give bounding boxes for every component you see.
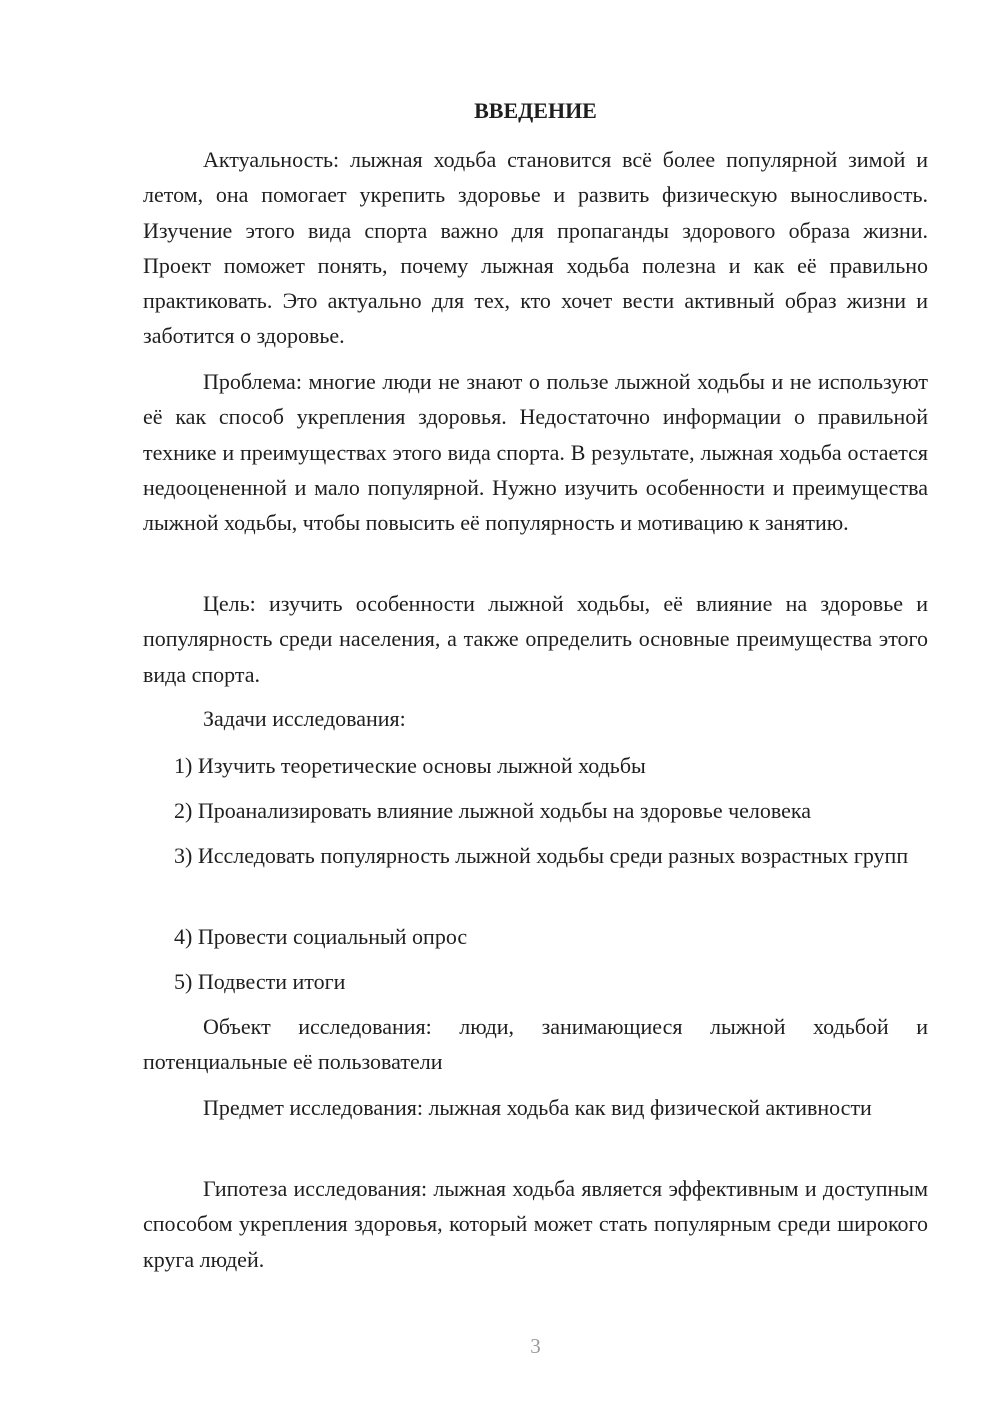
relevance-paragraph: Актуальность: лыжная ходьба становится всё более популярной зимой и летом, она помогает укрепить здоровье и развить физическую выносливость. Изучение этого вида спорта важно для пропаганды здорового образа жизни. Проект поможет понять, почему лыжная ходьба полезна и как её правильно практиковать. Это актуально для тех, кто хочет вести активный образ жизни и заботится о здоровье. (143, 147, 928, 349)
problem-paragraph: Проблема: многие люди не знают о пользе лыжной ходьбы и не используют её как способ укрепления здоровья. Недостаточно информации о правильной технике и преимуществах этого вида спорта. В результате, лыжная ходьба остается недооцененной и мало популярной. Нужно изучить особенности и преимущества лыжной ходьбы, чтобы повысить её популярность и мотивацию к занятию. (143, 369, 928, 536)
goal-paragraph: Цель: изучить особенности лыжной ходьбы, её влияние на здоровье и популярность среди населения, а также определить основные преимущества этого вида спорта. (143, 591, 928, 687)
document-page (143, 0, 928, 1414)
hypothesis-paragraph: Гипотеза исследования: лыжная ходьба является эффективным и доступным способом укрепления здоровья, который может стать популярным среди широкого круга людей. (143, 1176, 928, 1272)
subject-paragraph: Предмет исследования: лыжная ходьба как вид физической активности (203, 1095, 872, 1120)
section-heading: ВВЕДЕНИЕ (474, 98, 597, 123)
tasks-title: Задачи исследования: (203, 706, 406, 731)
task-item-2: 2) Проанализировать влияние лыжной ходьбы на здоровье человека (174, 798, 812, 823)
task-item-4: 4) Провести социальный опрос (174, 924, 468, 949)
page-number: 3 (530, 1334, 541, 1358)
task-item-1: 1) Изучить теоретические основы лыжной ходьбы (174, 753, 646, 778)
task-item-5: 5) Подвести итоги (174, 969, 346, 994)
object-paragraph: Объект исследования: люди, занимающиеся лыжной ходьбой и потенциальные её пользователи (143, 1014, 928, 1075)
task-item-3: 3) Исследовать популярность лыжной ходьбы среди разных возрастных групп (174, 843, 909, 868)
